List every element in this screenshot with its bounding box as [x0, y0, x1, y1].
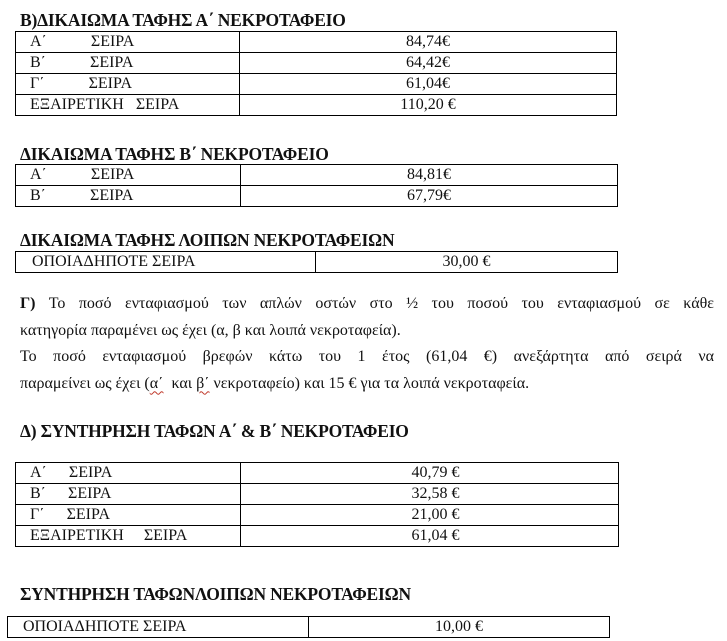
- row-label: ΕΞΑΙΡΕΤΙΚΗ ΣΕΙΡΑ: [16, 95, 240, 116]
- section-b3-heading: ΔΙΚΑΙΩΜΑ ΤΑΦΗΣ ΛΟΙΠΩΝ ΝΕΚΡΟΤΑΦΕΙΩΝ: [20, 230, 395, 250]
- section-d-heading: Δ) ΣΥΝΤΗΡΗΣΗ ΤΑΦΩΝ Α΄ & Β΄ ΝΕΚΡΟΤΑΦΕΙΟ: [20, 421, 409, 441]
- grave-maintenance-other-cemeteries-table: [7, 616, 610, 638]
- row-label: ΕΞΑΙΡΕΤΙΚΗ ΣΕΙΡΑ: [16, 526, 241, 547]
- table-row: [16, 32, 617, 53]
- section-b2-heading: ΔΙΚΑΙΩΜΑ ΤΑΦΗΣ Β΄ ΝΕΚΡΟΤΑΦΕΙΟ: [20, 144, 329, 164]
- spellcheck-underline: β΄: [196, 374, 210, 392]
- table-row: [16, 53, 617, 74]
- table-row: [16, 505, 619, 526]
- paragraph-line: Γ) Το ποσό ενταφιασμού των απλών οστών στο ½ του ποσού του ενταφιασμού σε κάθε: [20, 295, 714, 312]
- row-label: Γ΄ ΣΕΙΡΑ: [16, 505, 241, 526]
- table-row: [16, 186, 618, 207]
- table-row: [16, 526, 619, 547]
- row-value: 32,58 €: [241, 484, 619, 505]
- row-value: 110,20 €: [240, 95, 617, 116]
- row-value: 67,79€: [241, 186, 618, 207]
- paragraph-line: Το ποσό ενταφιασμού βρεφών κάτω του 1 έτος (61,04 €) ανεξάρτητα από σειρά να: [20, 348, 714, 365]
- row-label: Β΄ ΣΕΙΡΑ: [16, 53, 240, 74]
- row-value: 21,00 €: [241, 505, 619, 526]
- section-b-heading: Β)ΔΙΚΑΙΩΜΑ ΤΑΦΗΣ Α΄ ΝΕΚΡΟΤΑΦΕΙΟ: [20, 10, 346, 30]
- row-label: ΟΠΟΙΑΔΗΠΟΤΕ ΣΕΙΡΑ: [8, 617, 309, 638]
- row-label: Γ΄ ΣΕΙΡΑ: [16, 74, 240, 95]
- row-label: Α΄ ΣΕΙΡΑ: [16, 32, 240, 53]
- row-value: 40,79 €: [241, 463, 619, 484]
- paragraph-line: παραμείνει ως έχει (α΄ και β΄ νεκροταφείο) και 15 € για τα λοιπά νεκροταφεία.: [20, 374, 530, 392]
- table-row: [8, 617, 610, 638]
- row-value: 10,00 €: [309, 617, 610, 638]
- row-label: ΟΠΟΙΑΔΗΠΟΤΕ ΣΕΙΡΑ: [16, 252, 316, 273]
- burial-right-b-cemetery-table: [15, 164, 618, 207]
- table-row: [16, 95, 617, 116]
- row-label: Α΄ ΣΕΙΡΑ: [16, 463, 241, 484]
- row-value: 84,81€: [241, 165, 618, 186]
- burial-right-other-cemeteries-table: [15, 251, 618, 273]
- section-d2-heading: ΣΥΝΤΗΡΗΣΗ ΤΑΦΩΝΛΟΙΠΩΝ ΝΕΚΡΟΤΑΦΕΙΩΝ: [20, 584, 411, 604]
- row-value: 84,74€: [240, 32, 617, 53]
- row-label: Β΄ ΣΕΙΡΑ: [16, 484, 241, 505]
- burial-right-a-cemetery-table: [15, 31, 617, 116]
- row-value: 64,42€: [240, 53, 617, 74]
- table-row: [16, 463, 619, 484]
- row-label: Β΄ ΣΕΙΡΑ: [16, 186, 241, 207]
- paragraph-line: κατηγορία παραμένει ως έχει (α, β και λοιπά νεκροταφεία).: [20, 321, 401, 339]
- table-row: [16, 484, 619, 505]
- grave-maintenance-a-b-table: [15, 462, 619, 547]
- row-value: 30,00 €: [316, 252, 618, 273]
- table-row: [16, 252, 618, 273]
- table-row: [16, 74, 617, 95]
- row-label: Α΄ ΣΕΙΡΑ: [16, 165, 241, 186]
- section-c-prefix: Γ): [20, 295, 36, 312]
- spellcheck-underline: α΄: [149, 374, 164, 392]
- section-c-paragraph: [20, 291, 714, 397]
- row-value: 61,04€: [240, 74, 617, 95]
- table-row: [16, 165, 618, 186]
- row-value: 61,04 €: [241, 526, 619, 547]
